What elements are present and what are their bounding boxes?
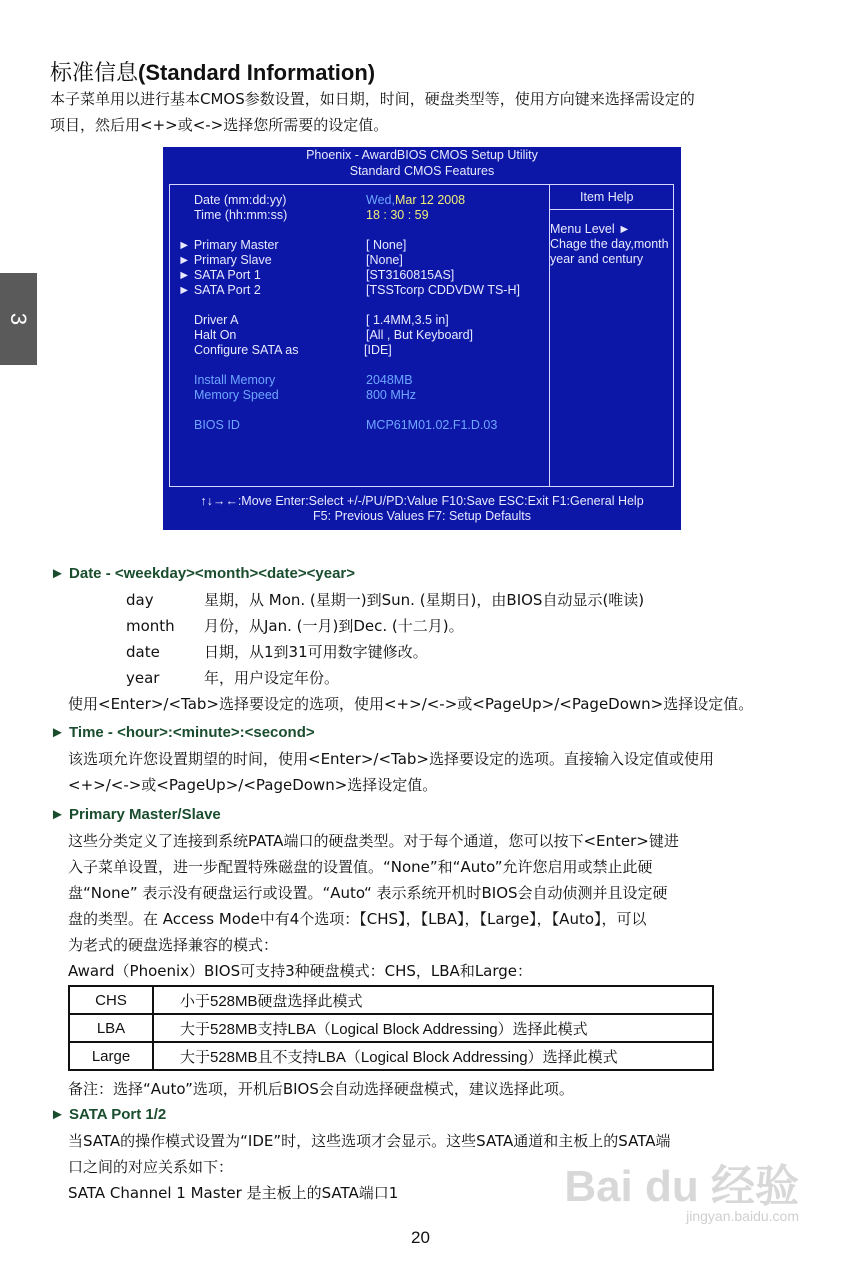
- bios-label-sata-config[interactable]: Configure SATA as: [194, 343, 299, 357]
- date-desc: 年，用户设定年份。: [204, 669, 340, 687]
- date-desc: 日期，从1到31可用数字键修改。: [204, 643, 428, 661]
- intro-line: 项目，然后用<+>或<->选择您所需要的设定值。: [50, 116, 389, 134]
- title-cn: 标准信息: [50, 61, 139, 86]
- bios-label-halt-on[interactable]: Halt On: [194, 328, 237, 342]
- bios-value-time[interactable]: 18 : 30 : 59: [366, 208, 429, 222]
- date-heading: ► Date - <weekday><month><date><year>: [50, 565, 356, 582]
- bios-header-subtitle: Standard CMOS Features: [349, 164, 495, 178]
- bios-label-drive-a[interactable]: Driver A: [194, 313, 239, 327]
- intro-line: 本子菜单用以进行基本CMOS参数设置，如日期，时间，硬盘类型等，使用方向键来选择需设定的: [50, 90, 695, 108]
- bios-value-primary-slave[interactable]: [None]: [366, 253, 403, 267]
- date-note: 使用<Enter>/<Tab>选择要设定的选项，使用<+>/<->或<PageUp>/<PageDown>选择设定值。: [68, 695, 754, 713]
- watermark-url: jingyan.baidu.com: [686, 1208, 799, 1224]
- page-number: 20: [411, 1228, 430, 1247]
- date-key: year: [126, 669, 160, 687]
- bios-value-memory: 2048MB: [366, 373, 413, 387]
- date-items: [126, 587, 644, 691]
- chapter-number: 3: [6, 312, 32, 326]
- bios-help-line: Chage the day,month: [550, 237, 669, 251]
- award-line: Award（Phoenix）BIOS可支持3种硬盘模式：CHS，LBA和Large：: [68, 962, 533, 980]
- table-row: [69, 1014, 713, 1042]
- bios-screen: [163, 147, 681, 530]
- bios-label-bios-id: BIOS ID: [194, 418, 240, 432]
- sata-mapping: SATA Channel 1 Master 是主板上的SATA端口1: [68, 1184, 399, 1202]
- bios-label-time[interactable]: Time (hh:mm:ss): [194, 208, 288, 222]
- table-row: [69, 1042, 713, 1070]
- bios-value-sata-config[interactable]: [IDE]: [364, 343, 392, 357]
- bios-value-halt-on[interactable]: [All , But Keyboard]: [366, 328, 474, 342]
- sata-heading: ► SATA Port 1/2: [50, 1106, 167, 1123]
- bios-help-line: year and century: [550, 252, 644, 266]
- time-text: [68, 746, 714, 798]
- hdd-mode-table: [68, 985, 714, 1071]
- primary-line: 这些分类定义了连接到系统PATA端口的硬盘类型。对于每个通道，您可以按下<Enter>键进: [68, 832, 679, 850]
- bios-label-memory-speed: Memory Speed: [194, 388, 279, 402]
- bios-footer-defaults: F5: Previous Values F7: Setup Defaults: [313, 509, 531, 523]
- mode-desc-cell: 大于528MB且不支持LBA（Logical Block Addressing）选择此模式: [153, 1042, 713, 1070]
- primary-line: 盘的类型。在 Access Mode中有4个选项：【CHS】，【LBA】，【Large】，【Auto】，可以: [68, 910, 647, 928]
- bios-value-bios-id: MCP61M01.02.F1.D.03: [366, 418, 498, 432]
- bios-label-sata1[interactable]: ► SATA Port 1: [178, 268, 261, 282]
- mode-desc-cell: 大于528MB支持LBA（Logical Block Addressing）选择此模式: [153, 1014, 713, 1042]
- bios-label-date[interactable]: Date (mm:dd:yy): [194, 193, 287, 207]
- mode-cell: Large: [69, 1042, 153, 1070]
- intro-text: [50, 86, 695, 138]
- watermark-logo: Bai du 经验: [564, 1162, 799, 1211]
- bios-help-title: Item Help: [580, 190, 634, 204]
- bios-label-sata2[interactable]: ► SATA Port 2: [178, 283, 261, 297]
- date-desc: 星期，从 Mon. (星期一)到Sun. (星期日)，由BIOS自动显示(唯读): [204, 591, 645, 609]
- primary-note: 备注：选择“Auto”选项，开机后BIOS会自动选择硬盘模式，建议选择此项。: [68, 1080, 574, 1098]
- bios-help-line: Menu Level ►: [550, 222, 631, 236]
- bios-value-drive-a[interactable]: [ 1.4MM,3.5 in]: [366, 313, 449, 327]
- date-desc: 月份，从Jan. (一月)到Dec. (十二月)。: [204, 617, 464, 635]
- primary-text: [68, 828, 679, 984]
- primary-heading: ► Primary Master/Slave: [50, 806, 221, 823]
- primary-line: 入子菜单设置，进一步配置特殊磁盘的设置值。“None”和“Auto”允许您启用或禁止此硬: [68, 858, 653, 876]
- bios-value-sata2[interactable]: [TSSTcorp CDDVDW TS-H]: [366, 283, 520, 297]
- mode-desc-cell: 小于528MB硬盘选择此模式: [153, 986, 713, 1014]
- primary-line: 盘“None” 表示没有硬盘运行或设置。“Auto“ 表示系统开机时BIOS会自动侦测并且设定硬: [68, 884, 668, 902]
- title-en: (Standard Information): [138, 60, 376, 85]
- date-key: month: [126, 617, 175, 635]
- chapter-tab: [0, 273, 37, 365]
- date-key: date: [126, 643, 160, 661]
- time-line: 该选项允许您设置期望的时间，使用<Enter>/<Tab>选择要设定的选项。直接输入设定值或使用: [68, 750, 714, 768]
- bios-label-primary-master[interactable]: ► Primary Master: [178, 238, 279, 252]
- bios-label-memory: Install Memory: [194, 373, 276, 387]
- bios-header-title: Phoenix - AwardBIOS CMOS Setup Utility: [306, 148, 538, 162]
- page-title: [50, 56, 375, 87]
- time-heading: ► Time - <hour>:<minute>:<second>: [50, 724, 315, 741]
- bios-value-date[interactable]: Wed,Mar 12 2008: [366, 193, 466, 207]
- mode-cell: CHS: [69, 986, 153, 1014]
- sata-line: 口之间的对应关系如下：: [68, 1158, 234, 1176]
- sata-line: 当SATA的操作模式设置为“IDE”时，这些选项才会显示。这些SATA通道和主板上的SATA端: [68, 1132, 671, 1150]
- bios-help-divider: [549, 209, 673, 210]
- bios-value-sata1[interactable]: [ST3160815AS]: [366, 268, 455, 282]
- bios-frame: [169, 184, 674, 487]
- time-line: <+>/<->或<PageUp>/<PageDown>选择设定值。: [68, 776, 438, 794]
- bios-label-primary-slave[interactable]: ► Primary Slave: [178, 253, 272, 267]
- mode-cell: LBA: [69, 1014, 153, 1042]
- bios-value-memory-speed: 800 MHz: [366, 388, 417, 402]
- primary-line: 为老式的硬盘选择兼容的模式：: [68, 936, 279, 954]
- bios-footer-keys: ↑↓→←:Move Enter:Select +/-/PU/PD:Value F10:Save ESC:Exit F1:General Help: [200, 494, 644, 508]
- bios-value-primary-master[interactable]: [ None]: [366, 238, 407, 252]
- date-key: day: [126, 591, 154, 609]
- table-row: [69, 986, 713, 1014]
